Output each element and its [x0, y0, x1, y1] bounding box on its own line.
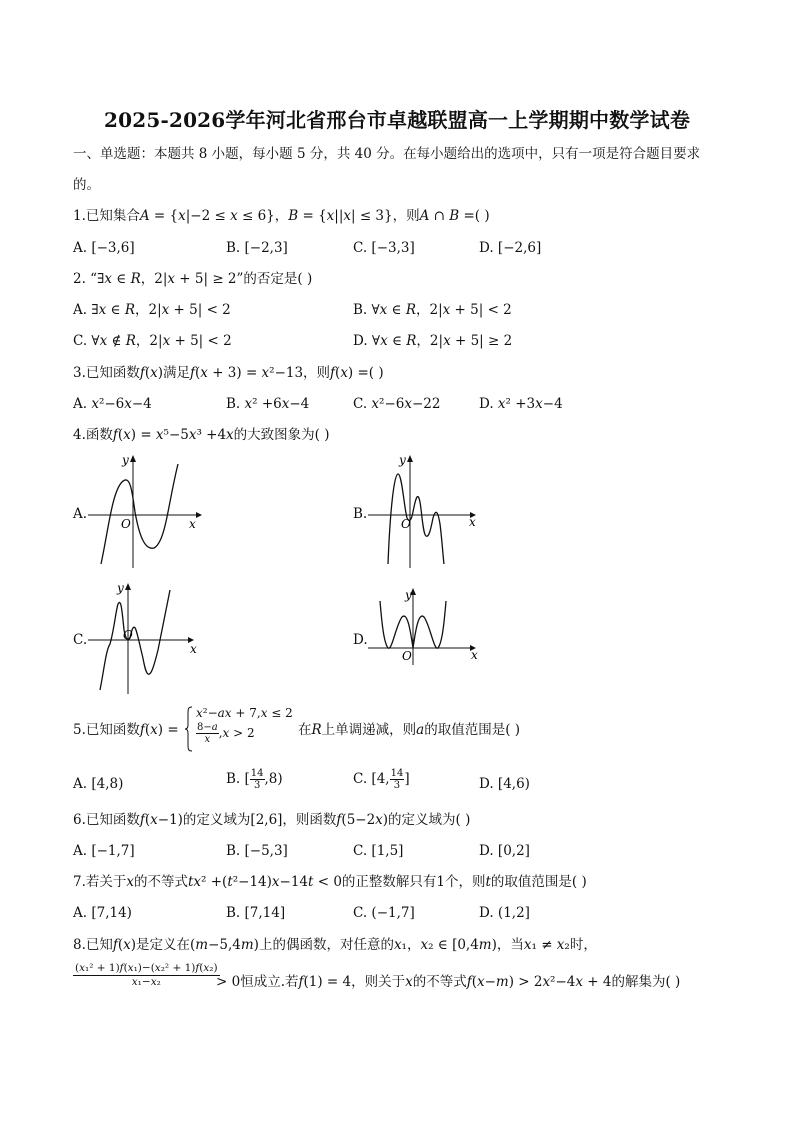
q5-option-a[interactable]: A. [4,8)	[73, 776, 124, 792]
q5-piece-2-denominator: 𝑥	[204, 734, 211, 745]
q2-stem: 2. “∃𝑥 ∈ 𝑅，2|𝑥 + 5| ≥ 2”的否定是( )	[73, 271, 313, 287]
left-brace-icon	[184, 706, 194, 752]
page-title: 2025-2026学年河北省邢台市卓越联盟高一上学期期中数学试卷	[103, 108, 691, 132]
section-header-cont: 的。	[73, 177, 100, 193]
graph-a-origin: O	[121, 517, 131, 531]
q3-option-c[interactable]: C. 𝑥²−6𝑥−22	[353, 396, 441, 412]
q2-option-d[interactable]: D. ∀𝑥 ∈ 𝑅，2|𝑥 + 5| ≥ 2	[353, 333, 513, 349]
graph-d-x-label: x	[471, 648, 478, 662]
q5-option-d[interactable]: D. [4,6)	[479, 776, 530, 792]
q8-fraction	[73, 962, 220, 989]
q3-option-d[interactable]: D. 𝑥² +3𝑥−4	[479, 396, 563, 412]
q5-option-b[interactable]	[226, 768, 283, 791]
q6-option-b[interactable]: B. [−5,3]	[226, 843, 288, 859]
q2-option-b[interactable]: B. ∀𝑥 ∈ 𝑅，2|𝑥 + 5| < 2	[353, 302, 512, 318]
q7-option-c[interactable]: C. (−1,7]	[353, 905, 415, 921]
q4-option-c[interactable]: C.	[73, 632, 88, 648]
q4-graph-c[interactable]	[88, 580, 206, 694]
q5-piece-2-numerator: 8−𝑎	[197, 722, 218, 733]
q5-option-c-denominator: 3	[393, 780, 401, 791]
q5-stem-suffix: 在𝑅上单调递减，则𝑎的取值范围是( )	[298, 722, 521, 738]
q8-fraction-numerator: (𝑥₁² + 1)𝑓(𝑥₁)−(𝑥₂² + 1)𝑓(𝑥₂)	[75, 962, 218, 974]
q4-stem: 4.函数𝑓(𝑥) = 𝑥⁵−5𝑥³ +4𝑥的大致图象为( )	[73, 427, 330, 443]
q1-option-c[interactable]: C. [−3,3]	[353, 240, 415, 256]
q8-stem-line2: > 0恒成立.若𝑓(1) = 4，则关于𝑥的不等式𝑓(𝑥−𝑚) > 2𝑥²−4𝑥 + 4的解集为( )	[216, 974, 681, 990]
graph-c-x-label: x	[190, 642, 197, 656]
q5-option-b-denominator: 3	[253, 780, 261, 791]
q6-option-d[interactable]: D. [0,2]	[479, 843, 530, 859]
graph-d-origin: O	[402, 649, 412, 663]
q3-option-b[interactable]: B. 𝑥² +6𝑥−4	[226, 396, 310, 412]
q5-option-b-pre: B. [	[226, 771, 250, 787]
q5-option-b-post: ,8)	[264, 771, 283, 787]
q5-piece-1: 𝑥²−𝑎𝑥 + 7,𝑥 ≤ 2	[196, 706, 293, 720]
q5-stem-prefix: 5.已知函数𝑓(𝑥) =	[73, 722, 179, 738]
q1-stem: 1.已知集合𝐴 = {𝑥|−2 ≤ 𝑥 ≤ 6}，𝐵 = {𝑥||𝑥| ≤ 3}，则𝐴 ∩ 𝐵 =( )	[73, 208, 490, 224]
section-header: 一、单选题：本题共 8 小题，每小题 5 分，共 40 分。在每小题给出的选项中，只有一项是符合题目要求	[73, 146, 701, 162]
q5-option-c-post: ]	[404, 771, 410, 787]
q2-option-a[interactable]: A. ∃𝑥 ∈ 𝑅，2|𝑥 + 5| < 2	[73, 302, 231, 318]
q5-option-b-numerator: 14	[250, 768, 264, 779]
q4-option-b[interactable]: B.	[353, 506, 368, 522]
q5-piece-2-condition: ,𝑥 > 2	[218, 726, 255, 740]
graph-c-y-label: y	[117, 581, 124, 595]
q5-option-c-numerator: 14	[390, 768, 404, 779]
q6-option-c[interactable]: C. [1,5]	[353, 843, 404, 859]
q2-option-c[interactable]: C. ∀𝑥 ∉ 𝑅，2|𝑥 + 5| < 2	[73, 333, 232, 349]
q7-stem: 7.若关于𝑥的不等式𝑡𝑥² +(𝑡²−14)𝑥−14𝑡 < 0的正整数解只有1个，则𝑡的取值范围是( )	[73, 874, 587, 890]
q5-option-c[interactable]	[353, 768, 410, 791]
q6-option-a[interactable]: A. [−1,7]	[73, 843, 135, 859]
graph-a-x-label: x	[189, 517, 196, 531]
graph-b-y-label: y	[399, 453, 406, 467]
q1-option-a[interactable]: A. [−3,6]	[73, 240, 135, 256]
q5-option-c-pre: C. [4,	[353, 771, 390, 787]
q6-stem: 6.已知函数𝑓(𝑥−1)的定义域为[2,6]，则函数𝑓(5−2𝑥)的定义域为( )	[73, 812, 471, 828]
graph-a-y-label: y	[122, 453, 129, 467]
graph-b-origin: O	[401, 517, 411, 531]
q7-option-b[interactable]: B. [7,14]	[226, 905, 286, 921]
q4-graph-a[interactable]	[88, 452, 206, 568]
q7-option-a[interactable]: A. [7,14)	[73, 905, 132, 921]
q4-graph-d[interactable]	[368, 585, 486, 665]
q1-option-b[interactable]: B. [−2,3]	[226, 240, 288, 256]
q8-stem-line1: 8.已知𝑓(𝑥)是定义在(𝑚−5,4𝑚)上的偶函数，对任意的𝑥₁，𝑥₂ ∈ [0,4𝑚)，当𝑥₁ ≠ 𝑥₂时，	[73, 937, 597, 953]
graph-b-x-label: x	[469, 515, 476, 529]
q3-option-a[interactable]: A. 𝑥²−6𝑥−4	[73, 396, 152, 412]
graph-d-y-label: y	[405, 588, 412, 602]
q4-option-d[interactable]: D.	[353, 632, 368, 648]
q7-option-d[interactable]: D. (1,2]	[479, 905, 530, 921]
graph-c-origin: O	[123, 628, 133, 642]
q4-graph-b[interactable]	[368, 452, 486, 568]
q4-option-a[interactable]: A.	[73, 506, 88, 522]
q5-piece-2	[196, 722, 255, 745]
q8-fraction-denominator: 𝑥₁−𝑥₂	[131, 976, 161, 988]
q1-option-d[interactable]: D. [−2,6]	[479, 240, 542, 256]
q3-stem: 3.已知函数𝑓(𝑥)满足𝑓(𝑥 + 3) = 𝑥²−13，则𝑓(𝑥) =( )	[73, 365, 384, 381]
